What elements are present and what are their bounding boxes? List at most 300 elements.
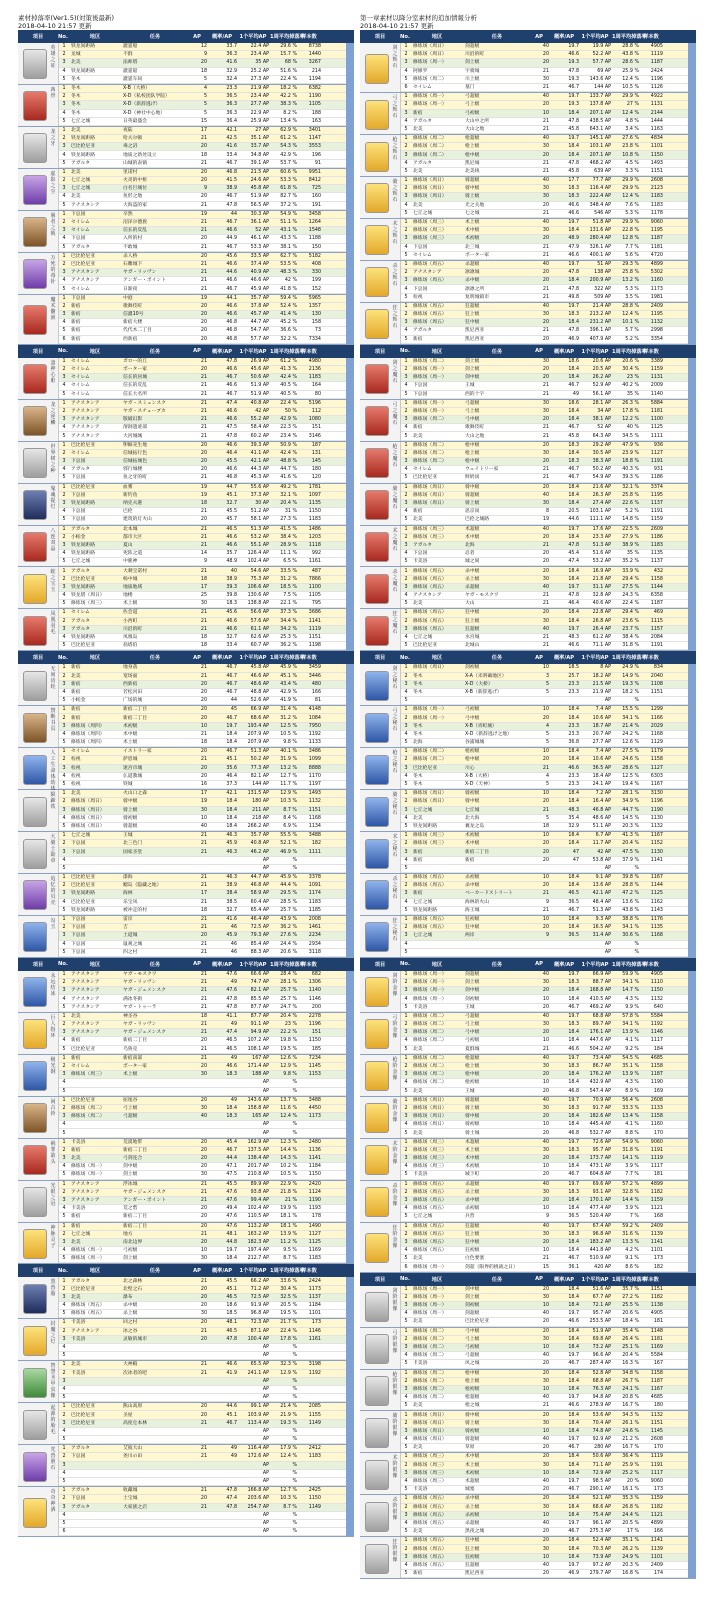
table-row: [59, 1021, 346, 1029]
cell-drop: 18.3: [568, 1022, 579, 1028]
cell-ap: 20: [200, 328, 207, 334]
header-apd: 1个平均AP: [581, 348, 609, 355]
cell-no: 3: [62, 228, 66, 234]
cell-apd: 87.7 AP: [250, 1013, 269, 1019]
cell-quest: X-B（大桥）: [465, 773, 493, 779]
material-name: 枪阶银像: [392, 1371, 398, 1396]
material-group: [360, 135, 696, 177]
cell-n: 170: [653, 1130, 663, 1136]
cell-apd: 27.7 AP: [592, 740, 611, 746]
cell-rate: 22.4 %: [280, 76, 297, 82]
table-row: [59, 235, 346, 243]
cell-drop: 48.1: [226, 1320, 237, 1326]
cell-ap: 20: [542, 417, 549, 423]
cell-rate: %: [292, 857, 297, 863]
cell-n: 1181: [650, 408, 663, 414]
cell-n: 1132: [650, 320, 663, 326]
table-row: [59, 1487, 346, 1495]
cell-drop: 38.5: [226, 899, 237, 905]
side-bar: [688, 1139, 696, 1180]
cell-rate: 5.7 %: [625, 328, 639, 334]
cell-no: 3: [62, 375, 66, 381]
material-cell: [360, 219, 401, 260]
cell-no: 4: [62, 509, 66, 515]
cell-rate: 38.9 %: [622, 542, 639, 548]
table-row: [59, 1352, 346, 1360]
cell-apd: 89.9 AP: [250, 1181, 269, 1187]
cell-rate: 61.2 %: [280, 136, 297, 142]
material-name: 光银之冠: [50, 1182, 56, 1207]
cell-drop: 18.4: [226, 815, 237, 821]
cell-n: 1192: [650, 1022, 663, 1028]
cell-drop: 44.6: [226, 1404, 237, 1410]
left_blocks-block: [18, 651, 354, 958]
material-cell: [18, 1487, 59, 1536]
cell-ap: 5: [203, 76, 207, 82]
cell-area: 卡美洛: [413, 1004, 428, 1010]
cell-no: 5: [62, 391, 66, 397]
cell-n: 1141: [650, 1538, 663, 1544]
material-group: [360, 43, 696, 93]
cell-area: 修炼场（周三）: [413, 841, 447, 847]
material-icon: [365, 1233, 389, 1263]
cell-no: 3: [62, 542, 66, 548]
cell-rate: %: [634, 698, 639, 704]
cell-n: 1132: [308, 799, 321, 805]
cell-no: 1: [404, 791, 408, 797]
material-icon: [23, 797, 47, 827]
cell-area: セイレム: [413, 252, 432, 258]
material-rows: [59, 1181, 346, 1222]
cell-no: 5: [404, 1004, 408, 1010]
cell-drop: 45.5: [226, 1181, 237, 1187]
cell-n: 2144: [650, 110, 663, 116]
cell-ap: 19: [200, 295, 207, 301]
cell-no: 5: [62, 1395, 66, 1401]
cell-apd: 87.7 AP: [250, 1004, 269, 1010]
header-ap: AP: [535, 961, 543, 968]
table-row: [401, 1121, 688, 1129]
side-bar: [346, 43, 354, 84]
cell-area: 下总国: [71, 295, 86, 301]
cell-no: 4: [62, 635, 66, 641]
table-row: [401, 1444, 688, 1452]
cell-ap: 20: [200, 442, 207, 448]
cell-no: 2: [62, 261, 66, 267]
cell-no: 2: [62, 136, 66, 142]
cell-area: 修炼场（周五）: [413, 1546, 447, 1552]
table-row: [59, 151, 346, 159]
cell-rate: 14.7 %: [622, 988, 639, 994]
header-n: 样本数: [301, 348, 317, 355]
cell-quest: 鳃岛（隐藏之地）: [123, 883, 162, 889]
cell-apd: 18.7 AP: [592, 723, 611, 729]
table-row: [59, 1277, 346, 1285]
cell-no: 4: [404, 118, 408, 124]
cell-quest: 骑上级: [465, 1420, 480, 1426]
cell-rate: 11.6 %: [280, 1105, 297, 1111]
cell-no: 5: [404, 1487, 408, 1493]
cell-n: 1080: [308, 417, 321, 423]
cell-area: セイレム: [71, 375, 90, 381]
cell-drop: 46.7: [568, 1529, 579, 1535]
cell-rate: 9.8 %: [283, 740, 297, 746]
cell-no: 1: [404, 303, 408, 309]
material-name: 黑兽脂: [50, 1279, 56, 1298]
table-row: [59, 697, 346, 705]
material-name: 人工生命体幼: [50, 750, 56, 787]
cell-ap: 19: [542, 517, 549, 523]
table-row: [59, 118, 346, 126]
cell-rate: 5.3 %: [625, 286, 639, 292]
cell-rate: 13.9 %: [622, 1072, 639, 1078]
cell-drop: 36.3: [226, 110, 237, 116]
cell-no: 3: [62, 1462, 66, 1468]
table-row: [401, 634, 688, 642]
cell-n: 2409: [650, 1562, 663, 1568]
cell-no: 4: [62, 899, 66, 905]
cell-area: 修炼场（周五）: [413, 875, 447, 881]
side-bar: [688, 1181, 696, 1222]
cell-apd: 34 AP: [597, 408, 611, 414]
table-row: [401, 366, 688, 374]
table-row: [59, 600, 346, 608]
cell-drop: 46.5: [226, 1328, 237, 1334]
cell-apd: 51.6 AP: [592, 1286, 611, 1292]
table-row: [401, 642, 688, 650]
material-rows: [401, 1055, 688, 1096]
cell-no: 3: [62, 849, 66, 855]
cell-no: 5: [62, 1479, 66, 1485]
table-row: [401, 848, 688, 856]
cell-apd: 42 AP: [255, 408, 269, 414]
cell-area: 修炼场（周三）: [413, 534, 447, 540]
cell-drop: 19.7: [226, 1248, 237, 1254]
cell-n: 8412: [308, 178, 321, 184]
cell-no: 4: [62, 551, 66, 557]
table-row: [59, 244, 346, 252]
table-row: [59, 193, 346, 201]
table-row: [59, 101, 346, 109]
material-group: [360, 609, 696, 651]
cell-rate: 12.4 %: [280, 1114, 297, 1120]
cell-area: アナスタシア: [71, 270, 100, 276]
cell-n: 1132: [650, 823, 663, 829]
cell-ap: 20: [542, 202, 549, 208]
cell-quest: 狂中级: [465, 610, 480, 616]
cell-n: 1136: [308, 1147, 321, 1153]
cell-ap: 20: [200, 1139, 207, 1145]
material-rows: [401, 916, 688, 957]
material-cell: [18, 1055, 59, 1096]
table-row: [401, 1478, 688, 1486]
cell-ap: 21: [200, 673, 207, 679]
cell-ap: 20: [200, 1214, 207, 1220]
cell-area: 修炼场（周五）: [413, 303, 447, 309]
cell-drop: 18.3: [568, 1064, 579, 1070]
cell-quest: 骑初级: [123, 815, 138, 821]
cell-n: 7950: [308, 723, 321, 729]
cell-rate: 22.3 %: [280, 425, 297, 431]
cell-rate: 12.7 %: [280, 773, 297, 779]
cell-apd: 21.4 AP: [592, 303, 611, 309]
cell-n: 191: [311, 202, 321, 208]
cell-ap: 30: [200, 1172, 207, 1178]
cell-drop: 18.4: [568, 1504, 579, 1510]
cell-quest: 歌舞伎町: [465, 425, 485, 431]
cell-apd: 51.9 AP: [250, 391, 269, 397]
cell-apd: 113.4 AP: [247, 1420, 269, 1426]
cell-no: 5: [62, 1214, 66, 1220]
cell-ap: 20: [200, 1223, 207, 1229]
side-bar: [346, 169, 354, 210]
table-row: [401, 126, 688, 134]
cell-no: 2: [404, 312, 408, 318]
cell-rate: %: [292, 1529, 297, 1535]
cell-no: 3: [62, 1239, 66, 1245]
cell-quest: 入所的村: [123, 236, 143, 242]
cell-area: 下总国: [71, 236, 86, 242]
cell-ap: 40: [542, 1520, 549, 1526]
cell-ap: 4: [545, 723, 549, 729]
cell-apd: AP: [262, 1437, 269, 1443]
cell-area: 修炼场（周日）: [413, 1437, 447, 1443]
material-cell: [360, 484, 401, 525]
side-bar: [688, 1453, 696, 1494]
material-cell: [360, 1411, 401, 1452]
material-name: 咒兽胆石: [50, 1447, 56, 1472]
cell-apd: 61.2 AP: [592, 635, 611, 641]
cell-no: 3: [404, 1030, 408, 1036]
cell-rate: 42.9 %: [280, 689, 297, 695]
table-row: [59, 567, 346, 575]
cell-no: 5: [62, 433, 66, 439]
cell-apd: 65.4 AP: [250, 907, 269, 913]
cell-rate: 43.4 %: [280, 681, 297, 687]
cell-drop: 18.4: [568, 996, 579, 1002]
cell-no: 4: [62, 383, 66, 389]
cell-quest: 术中级: [465, 1454, 480, 1460]
cell-quest: 骑超级: [465, 178, 480, 184]
material-cell: [18, 1139, 59, 1180]
cell-rate: 42 %: [284, 278, 297, 284]
cell-n: 5884: [650, 400, 663, 406]
cell-ap: 30: [542, 228, 549, 234]
cell-apd: 46.1 AP: [250, 236, 269, 242]
cell-no: 3: [404, 681, 408, 687]
cell-drop: 46.7: [568, 85, 579, 91]
cell-quest: 杀初级: [465, 1512, 480, 1518]
cell-area: 北美: [413, 815, 423, 821]
cell-area: 铁龙间距路: [71, 584, 95, 590]
cell-drop: 36.4: [226, 118, 237, 124]
cell-no: 2: [62, 178, 66, 184]
cell-apd: 22.4 AP: [250, 44, 269, 50]
cell-no: 1: [62, 749, 66, 755]
cell-drop: 46.7: [568, 907, 579, 913]
cell-n: 469: [653, 610, 663, 616]
table-row: [401, 542, 688, 550]
cell-apd: 24.1 AP: [592, 782, 611, 788]
cell-rate: 4.3 %: [625, 996, 639, 1002]
cell-ap: 10: [542, 1164, 549, 1170]
cell-n: 1195: [650, 312, 663, 318]
table-row: [59, 1071, 346, 1079]
cell-area: 修炼场（周五）: [413, 626, 447, 632]
table-row: [59, 516, 346, 524]
material-rows: [401, 874, 688, 915]
cell-apd: 51.3 AP: [592, 907, 611, 913]
table-row: [59, 723, 346, 731]
cell-area: 巴比伦尼亚: [71, 643, 95, 649]
cell-no: 4: [62, 1470, 66, 1476]
cell-rate: 54.9 %: [280, 211, 297, 217]
cell-quest: 迷宫市城: [123, 765, 143, 771]
material-icon: [23, 305, 47, 335]
table-row: [59, 1113, 346, 1121]
cell-drop: 18.4: [568, 320, 579, 326]
cell-no: 2: [404, 1336, 408, 1342]
cell-ap: 10: [542, 1512, 549, 1518]
cell-area: 修炼场（周一）: [413, 1286, 447, 1292]
header-n: 样本数: [301, 961, 317, 968]
cell-ap: 21: [200, 980, 207, 986]
material-group: [360, 1013, 696, 1055]
cell-area: 新宿: [71, 303, 81, 309]
cell-ap: 21: [200, 220, 207, 226]
material-group: [360, 442, 696, 484]
cell-rate: 25.8 %: [622, 492, 639, 498]
cell-apd: 23.4 AP: [250, 52, 269, 58]
cell-quest: 鱼之牙的町: [123, 475, 147, 481]
cell-rate: %: [292, 1479, 297, 1485]
cell-apd: 37.4 AP: [250, 261, 269, 267]
cell-drop: 48.3: [568, 807, 579, 813]
cell-quest: X-D（新辞逃げ之地）: [465, 731, 512, 737]
cell-drop: 45.4: [568, 551, 579, 557]
cell-quest: 大山中之所: [465, 118, 489, 124]
cell-apd: 41.1 AP: [250, 450, 269, 456]
table-row: [59, 1223, 346, 1231]
cell-drop: 18.4: [568, 1454, 579, 1460]
cell-quest: 弓超级: [465, 1013, 480, 1019]
cell-n: 1173: [308, 1114, 321, 1120]
table-row: [59, 261, 346, 269]
cell-rate: %: [292, 1395, 297, 1401]
cell-n: 188: [311, 110, 321, 116]
cell-area: アガルタ: [71, 1504, 90, 1510]
cell-rate: %: [292, 1386, 297, 1392]
material-rows: [401, 526, 688, 567]
cell-quest: 弓超级: [465, 1353, 480, 1359]
cell-n: 2278: [308, 1013, 321, 1019]
cell-area: アナスタシア: [71, 202, 100, 208]
table-row: [401, 1570, 688, 1578]
cell-drop: 19.7: [568, 526, 579, 532]
cell-no: 1: [404, 833, 408, 839]
cell-drop: 18.4: [568, 1386, 579, 1392]
cell-area: アナスタシア: [71, 988, 100, 994]
material-group: [360, 706, 696, 748]
cell-ap: 20: [200, 1320, 207, 1326]
cell-n: 2425: [308, 1488, 321, 1494]
cell-quest: 新宿二丁目: [123, 1038, 147, 1044]
material-group: [18, 1139, 354, 1181]
material-group: [360, 1453, 696, 1495]
table-row: [401, 1231, 688, 1239]
cell-rate: 38.4 %: [280, 534, 297, 540]
cell-ap: 21: [200, 731, 207, 737]
cell-n: 487: [311, 568, 321, 574]
cell-area: 下总国: [71, 211, 86, 217]
header-no: No.: [400, 348, 410, 355]
cell-drop: 45.8: [568, 168, 579, 174]
cell-n: 1115: [650, 618, 663, 624]
cell-rate: 30.6 %: [622, 933, 639, 939]
table-row: [401, 1139, 688, 1147]
material-group: [360, 971, 696, 1013]
cell-drop: 18.6: [226, 1303, 237, 1309]
cell-drop: 18.4: [568, 875, 579, 881]
table-row: [401, 1037, 688, 1045]
cell-apd: 25.2 AP: [250, 68, 269, 74]
cell-quest: 地质之新处设立: [123, 152, 157, 158]
cell-ap: 21: [200, 526, 207, 532]
table-row: [401, 949, 688, 957]
cell-no: 3: [404, 1345, 408, 1351]
cell-drop: 40: [230, 568, 237, 574]
cell-apd: 32.8 AP: [592, 593, 611, 599]
left_blocks-block: [18, 1264, 354, 1537]
cell-quest: 骑士城: [465, 1130, 480, 1136]
cell-ap: 40: [542, 1097, 549, 1103]
cell-quest: 骑超级: [123, 823, 138, 829]
table-row: [401, 400, 688, 408]
table-row: [401, 1554, 688, 1562]
table-row: [401, 1155, 688, 1163]
cell-n: 1184: [308, 1303, 321, 1309]
cell-ap: 20: [200, 312, 207, 318]
cell-drop: 47.8: [568, 68, 579, 74]
cell-area: 巴比伦尼亚: [71, 261, 95, 267]
cell-area: 新宿: [413, 336, 423, 342]
cell-n: 1461: [308, 925, 321, 931]
cell-rate: 20.6 %: [280, 949, 297, 955]
cell-quest: 剑初级: [465, 1303, 480, 1309]
cell-ap: 20: [542, 270, 549, 276]
cell-drop: 46.6: [226, 626, 237, 632]
cell-apd: 138.8 AP: [247, 601, 269, 607]
cell-quest: ヤガ・リッヴン: [123, 980, 157, 986]
cell-ap: 21: [542, 168, 549, 174]
table-row: [401, 1129, 688, 1137]
cell-area: 修炼场（周二）: [413, 1072, 447, 1078]
cell-quest: 城之间: [465, 559, 480, 565]
cell-area: 七丘之城: [413, 899, 433, 905]
cell-rate: 13.7 %: [280, 1097, 297, 1103]
table-row: [59, 1046, 346, 1054]
cell-quest: X-D（新辞逃げ）: [123, 102, 161, 108]
cell-area: 检视: [71, 757, 81, 763]
cell-ap: 20: [542, 1571, 549, 1577]
table-row: [401, 432, 688, 440]
cell-ap: 20: [200, 1239, 207, 1245]
cell-no: 4: [62, 1428, 66, 1434]
cell-rate: 45.1 %: [280, 673, 297, 679]
header-apd: 1个平均AP: [581, 961, 609, 968]
cell-apd: 207.9 AP: [247, 731, 269, 737]
cell-apd: 287.4 AP: [589, 1361, 611, 1367]
